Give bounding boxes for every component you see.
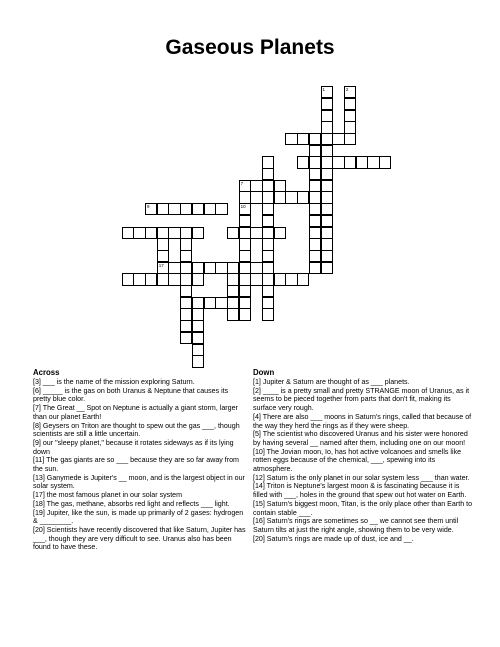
grid-cell[interactable] (239, 297, 251, 309)
grid-cell[interactable] (297, 156, 309, 168)
grid-cell[interactable] (180, 203, 192, 215)
grid-cell[interactable] (239, 203, 251, 215)
grid-cell[interactable] (168, 273, 180, 285)
grid-cell[interactable] (321, 86, 333, 98)
grid-cell[interactable] (180, 297, 192, 309)
grid-cell[interactable] (344, 110, 356, 122)
down-clue: [20] Saturn's rings are made up of dust, ice and __. (253, 534, 414, 543)
clue-number: 2 (345, 87, 349, 93)
down-clue: [12] Saturn is the only planet in our solar system less ___ than water. (253, 473, 470, 482)
grid-cell[interactable] (250, 273, 262, 285)
grid-cell[interactable] (262, 262, 274, 274)
grid-cell[interactable] (204, 262, 216, 274)
grid-cell[interactable] (250, 227, 262, 239)
across-clues (33, 367, 246, 552)
grid-cell[interactable] (239, 238, 251, 250)
across-clue: [11] The gas giants are so ___ because they are so far away from the sun. (33, 456, 239, 474)
grid-cell[interactable] (192, 344, 204, 356)
grid-cell[interactable] (239, 215, 251, 227)
across-clue: [17] the most famous planet in our solar system (33, 491, 183, 500)
grid-cell[interactable] (285, 191, 297, 203)
grid-cell[interactable] (133, 273, 145, 285)
grid-cell[interactable] (321, 168, 333, 180)
grid-cell[interactable] (262, 297, 274, 309)
grid-cell[interactable] (168, 262, 180, 274)
across-clue: [9] our "sleepy planet," because it rotates sideways as if its lying down (33, 438, 234, 456)
down-clue: [2] ____ is a pretty small and pretty STRANGE moon of Uranus, as it seems to be pieced together from parts that don't fit, making its surface very rough. (253, 386, 470, 413)
grid-cell[interactable] (215, 297, 227, 309)
grid-cell[interactable] (262, 180, 274, 192)
grid-cell[interactable] (262, 285, 274, 297)
grid-cell[interactable] (262, 156, 274, 168)
grid-cell[interactable] (309, 227, 321, 239)
across-clue: [13] Ganymede is Jupiter's __ moon, and is the largest object in our solar system. (33, 473, 245, 491)
grid-cell[interactable] (262, 273, 274, 285)
grid-cell[interactable] (285, 133, 297, 145)
grid-cell[interactable] (285, 273, 297, 285)
grid-cell[interactable] (262, 191, 274, 203)
grid-cell[interactable] (227, 273, 239, 285)
grid-cell[interactable] (180, 308, 192, 320)
grid-cell[interactable] (262, 215, 274, 227)
grid-cell[interactable] (192, 262, 204, 274)
grid-cell[interactable] (262, 250, 274, 262)
grid-cell[interactable] (157, 238, 169, 250)
grid-cell[interactable] (145, 203, 157, 215)
grid-cell[interactable] (180, 250, 192, 262)
grid-cell[interactable] (262, 308, 274, 320)
grid-cell[interactable] (379, 156, 391, 168)
across-clue: [20] Scientists have recently discovered that like Saturn, Jupiter has ___, though they are very difficult to see. Uranus also has been found to have these. (33, 525, 246, 552)
grid-cell[interactable] (192, 320, 204, 332)
grid-cell[interactable] (332, 156, 344, 168)
grid-cell[interactable] (133, 227, 145, 239)
grid-cell[interactable] (274, 273, 286, 285)
grid-cell[interactable] (204, 297, 216, 309)
grid-cell[interactable] (297, 273, 309, 285)
grid-cell[interactable] (321, 262, 333, 274)
grid-cell[interactable] (239, 227, 251, 239)
grid-cell[interactable] (227, 285, 239, 297)
grid-cell[interactable] (297, 191, 309, 203)
down-clue: [4] There are also ___ moons in Saturn's rings, called that because of the way they herd the rings as if they were sheep. (253, 412, 472, 430)
grid-cell[interactable] (215, 262, 227, 274)
grid-cell[interactable] (297, 133, 309, 145)
grid-cell[interactable] (122, 273, 134, 285)
clue-number: 10 (240, 204, 246, 210)
grid-cell[interactable] (309, 262, 321, 274)
down-clue: [5] The scientist who discovered Uranus and his sister were honored by having several __ named after them, including one on our moon! (253, 430, 468, 447)
across-clue: [18] The gas, methane, absorbs red light and reflects ___ light. (33, 499, 230, 508)
grid-cell[interactable] (356, 156, 368, 168)
grid-cell[interactable] (192, 227, 204, 239)
down-clue: [10] The Jovian moon, Io, has hot active volcanoes and smells like rotten eggs because of the chemical, ___, spewing into its atmosphere. (253, 447, 462, 474)
grid-cell[interactable] (321, 110, 333, 122)
grid-cell[interactable] (262, 238, 274, 250)
grid-cell[interactable] (309, 180, 321, 192)
grid-cell[interactable] (344, 86, 356, 98)
page-title: Gaseous Planets (165, 36, 335, 59)
grid-cell[interactable] (344, 156, 356, 168)
grid-cell[interactable] (309, 238, 321, 250)
grid-cell[interactable] (157, 250, 169, 262)
grid-cell[interactable] (239, 273, 251, 285)
grid-cell[interactable] (321, 203, 333, 215)
grid-cell[interactable] (309, 215, 321, 227)
grid-cell[interactable] (321, 98, 333, 110)
grid-cell[interactable] (192, 273, 204, 285)
across-clue: [3] ___ is the name of the mission exploring Saturn. (33, 378, 195, 386)
grid-cell[interactable] (309, 156, 321, 168)
grid-cell[interactable] (122, 227, 134, 239)
down-clue: [16] Saturn's rings are sometimes so __ we cannot see them until Saturn tilts at just the right angle, showing them to be very wide. (253, 517, 459, 534)
across-clue: [19] Jupiter, like the sun, is made up primarily of 2 gases: hydrogen & ________. (33, 508, 244, 526)
down-clues (253, 367, 474, 543)
grid-cell[interactable] (250, 180, 262, 192)
across-clue: [8] Geysers on Triton are thought to spew out the gas ___, though scientists are still a little uncertain. (33, 421, 240, 439)
grid-cell[interactable] (309, 133, 321, 145)
grid-cell[interactable] (239, 191, 251, 203)
grid-cell[interactable] (309, 145, 321, 157)
across-heading: Across (33, 368, 60, 377)
grid-cell[interactable] (321, 215, 333, 227)
grid-cell[interactable] (344, 98, 356, 110)
grid-cell[interactable] (227, 297, 239, 309)
grid-cell[interactable] (344, 133, 356, 145)
grid-cell[interactable] (227, 308, 239, 320)
grid-cell[interactable] (204, 203, 216, 215)
grid-cell[interactable] (321, 145, 333, 157)
across-clue: [7] The Great __ Spot on Neptune is actually a giant storm, larger than our planet Earth! (33, 404, 238, 421)
grid-cell[interactable] (227, 227, 239, 239)
grid-cell[interactable] (215, 203, 227, 215)
grid-cell[interactable] (157, 262, 169, 274)
grid-cell[interactable] (262, 203, 274, 215)
grid-cell[interactable] (239, 250, 251, 262)
grid-cell[interactable] (157, 227, 169, 239)
grid-cell[interactable] (239, 308, 251, 320)
grid-cell[interactable] (168, 227, 180, 239)
grid-cell[interactable] (250, 262, 262, 274)
grid-cell[interactable] (344, 121, 356, 133)
grid-cell[interactable] (145, 273, 157, 285)
grid-cell[interactable] (309, 168, 321, 180)
grid-cell[interactable] (321, 191, 333, 203)
grid-cell[interactable] (157, 203, 169, 215)
grid-cell[interactable] (239, 180, 251, 192)
grid-cell[interactable] (180, 227, 192, 239)
grid-cell[interactable] (321, 180, 333, 192)
grid-cell[interactable] (321, 238, 333, 250)
grid-cell[interactable] (309, 191, 321, 203)
grid-cell[interactable] (239, 285, 251, 297)
grid-cell[interactable] (309, 250, 321, 262)
grid-cell[interactable] (262, 168, 274, 180)
grid-cell[interactable] (192, 332, 204, 344)
grid-cell[interactable] (145, 227, 157, 239)
grid-cell[interactable] (180, 238, 192, 250)
down-clue: [1] Jupiter & Saturn are thought of as ___ planets. (253, 378, 410, 386)
clue-number: 17 (158, 262, 164, 268)
grid-cell[interactable] (321, 227, 333, 239)
grid-cell[interactable] (321, 121, 333, 133)
grid-cell[interactable] (321, 156, 333, 168)
grid-cell[interactable] (321, 250, 333, 262)
grid-cell[interactable] (274, 191, 286, 203)
clue-number: 9 (147, 204, 150, 210)
down-heading: Down (253, 368, 275, 377)
down-clue: [15] Saturn's biggest moon, Titan, is the only place other than Earth to contain stable ___. (253, 499, 473, 517)
grid-cell[interactable] (180, 332, 192, 344)
grid-cell[interactable] (180, 320, 192, 332)
grid-cell[interactable] (274, 180, 286, 192)
clue-number: 7 (240, 180, 244, 186)
grid-cell[interactable] (309, 203, 321, 215)
across-clue: [6] _____ is the gas on both Uranus & Neptune that causes its pretty blue color. (33, 386, 229, 404)
grid-cell[interactable] (192, 297, 204, 309)
grid-cell[interactable] (367, 156, 379, 168)
clue-number: 1 (322, 87, 326, 93)
grid-cell[interactable] (180, 273, 192, 285)
down-clue: [14] Triton is Neptune's largest moon & is fascinating because it is filled with ___, holes in the ground that spew out hot water on Earth. (253, 482, 467, 500)
grid-cell[interactable] (239, 262, 251, 274)
grid-cell[interactable] (321, 133, 333, 145)
grid-cell[interactable] (250, 191, 262, 203)
grid-cell[interactable] (332, 133, 344, 145)
down-clue-list (253, 378, 474, 543)
grid-cell[interactable] (274, 227, 286, 239)
grid-cell[interactable] (192, 203, 204, 215)
across-clue-list (33, 378, 246, 552)
grid-cell[interactable] (192, 355, 204, 367)
grid-cell[interactable] (262, 227, 274, 239)
grid-cell[interactable] (168, 203, 180, 215)
grid-cell[interactable] (192, 308, 204, 320)
grid-cell[interactable] (227, 262, 239, 274)
grid-cell[interactable] (157, 273, 169, 285)
grid-cell[interactable] (180, 285, 192, 297)
grid-cell[interactable] (180, 262, 192, 274)
